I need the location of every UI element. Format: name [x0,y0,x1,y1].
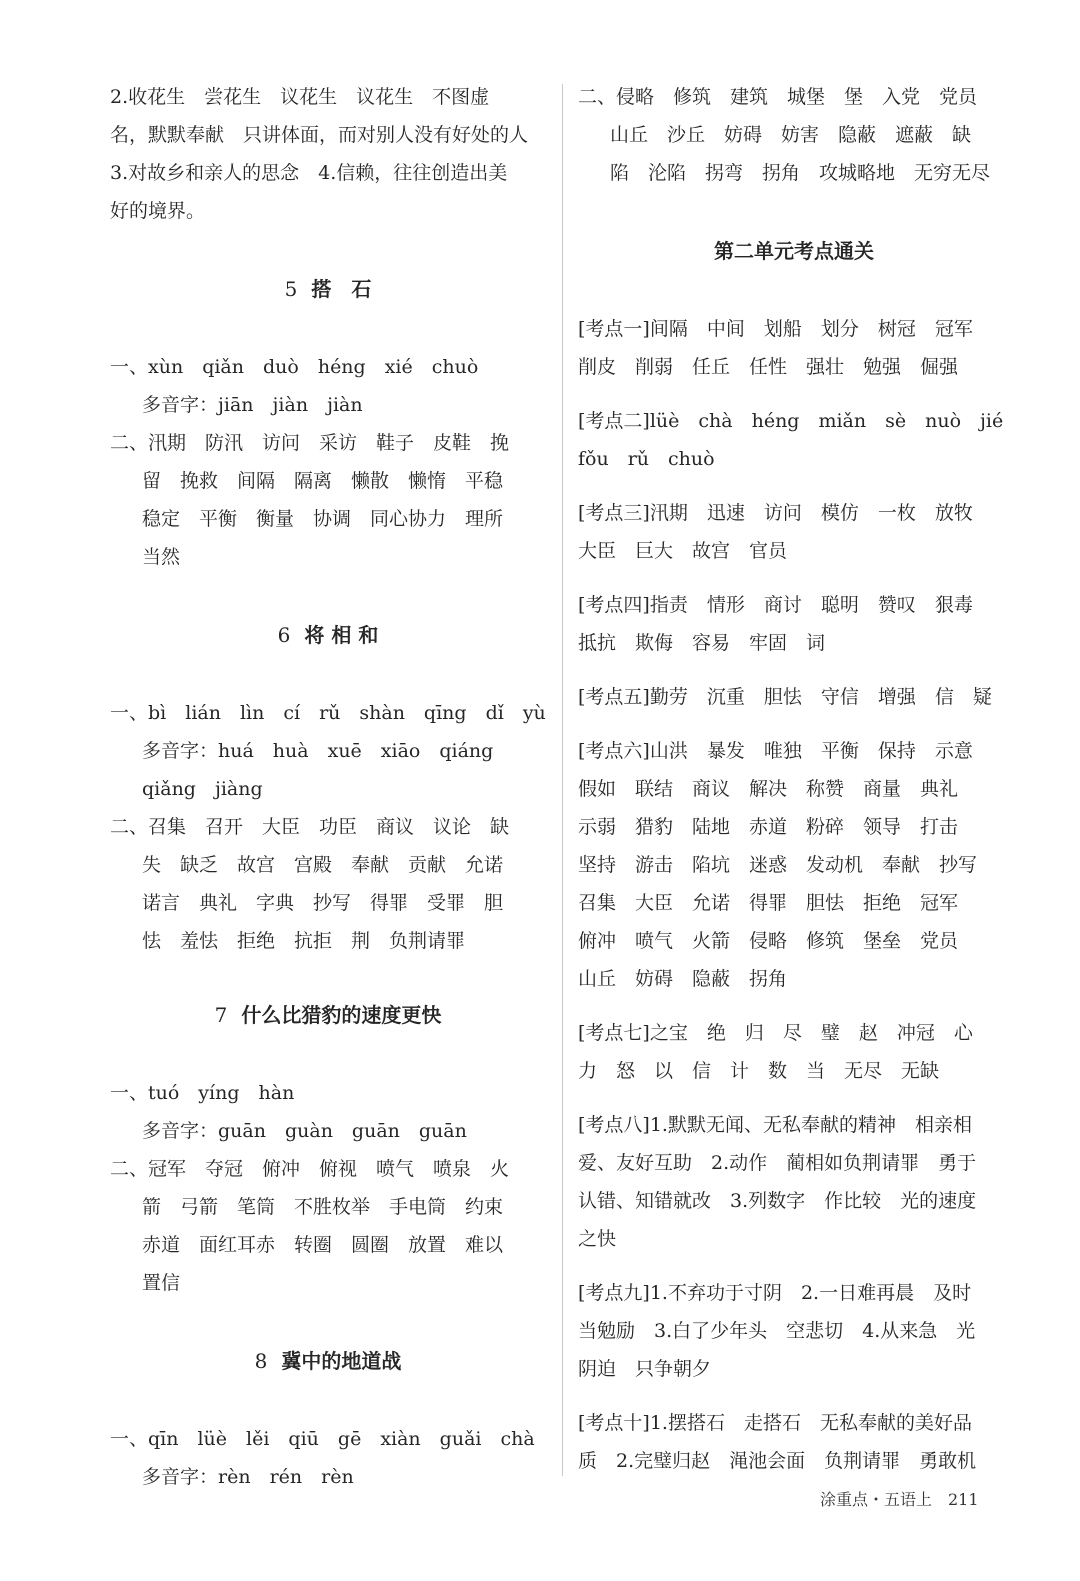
lesson-8-answers [110,1420,546,1496]
text-line: 一、bì lián lìn cí rǔ shàn qīng dǐ yù [110,702,546,724]
exam-point-2 [578,402,1010,478]
text-line: [考点三]汛期 迅速 访问 模仿 一枚 放牧 [578,502,973,524]
text-line: 俯冲 喷气 火箭 侵略 修筑 堡垒 党员 [578,930,959,952]
text-line: 假如 联结 商议 解决 称赞 商量 典礼 [578,778,959,800]
text-line: 好的境界。 [110,200,206,222]
lesson-6-answers [110,694,546,960]
exam-point-1 [578,310,1010,386]
exam-point-3 [578,494,1010,570]
text-line: 二、冠军 夺冠 俯冲 俯视 喷气 喷泉 火 [110,1158,510,1180]
text-line: 多音字：huá huà xuē xiāo qiáng [142,740,494,762]
text-line: 示弱 猎豹 陆地 赤道 粉碎 领导 打击 [578,816,959,838]
text-line: 多音字：guān guàn guān guān [142,1120,467,1142]
lesson-7-answers [110,1074,546,1302]
exam-point-10 [578,1404,1010,1480]
text-line: 失 缺乏 故宫 宫殿 奉献 贡献 允诺 [142,854,504,876]
text-line: 怯 羞怯 拒绝 抗拒 荆 负荆请罪 [142,930,466,952]
text-line: 一、xùn qiǎn duò héng xié chuò [110,356,479,378]
text-line: 山丘 沙丘 妨碍 妨害 隐蔽 遮蔽 缺 [610,124,972,146]
lesson-5-answers [110,348,546,576]
text-line: 之快 [578,1228,617,1250]
text-line: fǒu rǔ chuò [578,448,715,470]
text-line: 召集 大臣 允诺 得罪 胆怯 拒绝 冠军 [578,892,959,914]
lesson-number: 8 [254,1349,268,1373]
text-line: 质 2.完璧归赵 渑池会面 负荆请罪 勇敢机 [578,1450,977,1472]
text-line: [考点九]1.不弃功于寸阴 2.一日难再晨 及时 [578,1282,972,1304]
text-line: 赤道 面红耳赤 转圈 圆圈 放置 难以 [142,1234,504,1256]
exam-point-7 [578,1014,1010,1090]
exam-point-8 [578,1106,1010,1258]
text-line: 当勉励 3.白了少年头 空悲切 4.从来急 光 [578,1320,976,1342]
text-line: 多音字：rèn rén rèn [142,1466,354,1488]
exam-point-4 [578,586,1010,662]
text-line: [考点十]1.摆搭石 走搭石 无私奉献的美好品 [578,1412,972,1434]
text-line: 大臣 巨大 故宫 官员 [578,540,788,562]
text-line: 名，默默奉献 只讲体面，而对别人没有好处的人 [110,124,529,146]
text-line: 当然 [142,546,181,568]
lesson-number: 6 [277,623,291,647]
text-line: 诺言 典礼 字典 抄写 得罪 受罪 胆 [142,892,504,914]
lesson-number: 5 [284,277,298,301]
lesson-number: 7 [214,1003,228,1027]
lesson-title: 冀中的地道战 [281,1349,402,1373]
text-line: 力 怒 以 信 计 数 当 无尽 无缺 [578,1060,940,1082]
text-line: 抵抗 欺侮 容易 牢固 词 [578,632,826,654]
text-line: 认错、知错就改 3.列数字 作比较 光的速度 [578,1190,977,1212]
lesson-8-heading [110,1342,546,1380]
text-line: [考点二]lüè chà héng miǎn sè nuò jié [578,410,1004,432]
text-line: 一、qīn lüè lěi qiū gē xiàn guǎi chà [110,1428,535,1450]
right-column [578,78,1010,1480]
page-footer: 涂重点・五语上 211 [820,1490,979,1509]
exam-point-9 [578,1274,1010,1388]
unit-title: 第二单元考点通关 [714,239,874,263]
intro-answers [110,78,546,230]
left-column [110,78,546,1496]
exam-point-5 [578,678,1010,716]
text-line: [考点八]1.默默无闻、无私奉献的精神 相亲相 [578,1114,972,1136]
text-line: 稳定 平衡 衡量 协调 同心协力 理所 [142,508,504,530]
text-line: [考点六]山洪 暴发 唯独 平衡 保持 示意 [578,740,973,762]
text-line: 二、侵略 修筑 建筑 城堡 堡 入党 党员 [578,86,978,108]
lesson-8-continued [578,78,1010,192]
text-line: 一、tuó yíng hàn [110,1082,295,1104]
text-line: 箭 弓箭 笔筒 不胜枚举 手电筒 约束 [142,1196,504,1218]
text-line: 削皮 削弱 任丘 任性 强壮 勉强 倔强 [578,356,959,378]
lesson-title: 什么比猎豹的速度更快 [241,1003,442,1027]
text-line: 2.收花生 尝花生 议花生 议花生 不图虚 [110,86,490,108]
text-line: [考点五]勤劳 沉重 胆怯 守信 增强 信 疑 [578,686,992,708]
text-line: 坚持 游击 陷坑 迷惑 发动机 奉献 抄写 [578,854,978,876]
text-line: 留 挽救 间隔 隔离 懒散 懒惰 平稳 [142,470,504,492]
lesson-7-heading [110,996,546,1034]
text-line: 山丘 妨碍 隐蔽 拐角 [578,968,788,990]
lesson-title: 搭 石 [311,277,372,301]
text-line: 二、汛期 防汛 访问 采访 鞋子 皮鞋 挽 [110,432,510,454]
lesson-title: 将 相 和 [304,623,379,647]
text-line: 二、召集 召开 大臣 功臣 商议 议论 缺 [110,816,510,838]
text-line: 阴迫 只争朝夕 [578,1358,712,1380]
text-line: qiǎng jiàng [142,778,263,800]
lesson-5-heading [110,270,546,308]
exam-point-6 [578,732,1010,998]
text-line: [考点一]间隔 中间 划船 划分 树冠 冠军 [578,318,973,340]
text-line: [考点四]指责 情形 商讨 聪明 赞叹 狠毒 [578,594,973,616]
text-line: [考点七]之宝 绝 归 尽 璧 赵 冲冠 心 [578,1022,973,1044]
column-divider [562,84,563,1476]
text-line: 爱、友好互助 2.动作 蔺相如负荆请罪 勇于 [578,1152,977,1174]
lesson-6-heading [110,616,546,654]
text-line: 3.对故乡和亲人的思念 4.信赖，往往创造出美 [110,162,508,184]
text-line: 陷 沦陷 拐弯 拐角 攻城略地 无穷无尽 [610,162,991,184]
text-line: 置信 [142,1272,181,1294]
text-line: 多音字：jiān jiàn jiàn [142,394,363,416]
